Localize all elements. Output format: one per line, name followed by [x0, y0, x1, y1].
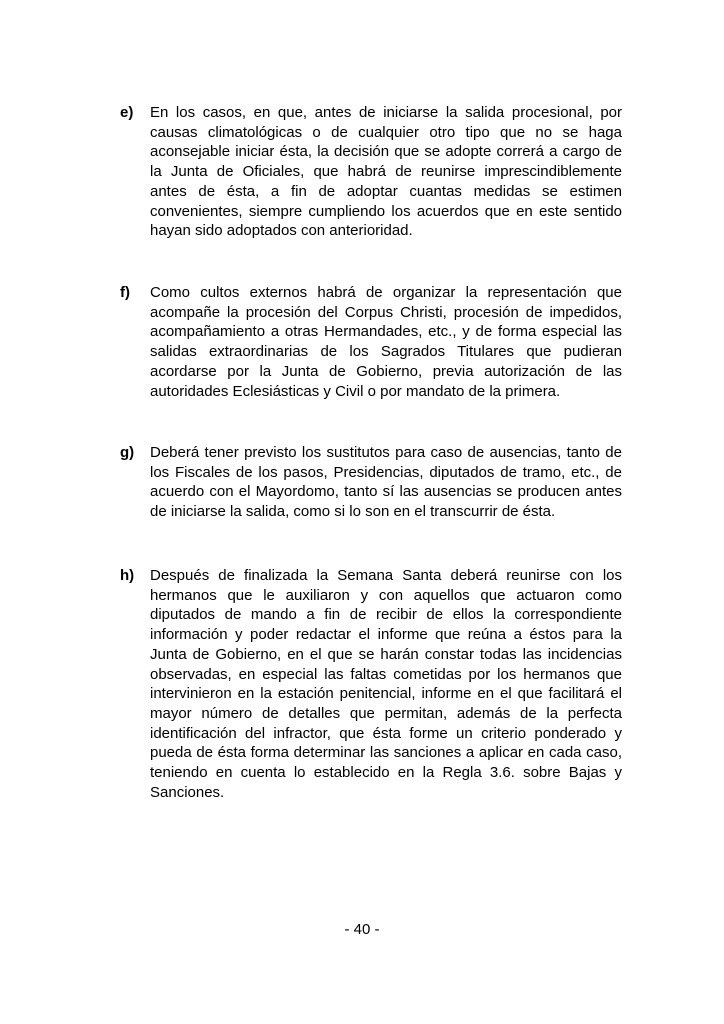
- item-paragraph: Como cultos externos habrá de organizar la representación que acompañe la procesión del Corpus Christi, procesión de impedidos, acompañamiento a otras Hermandades, etc., y de forma especial las salidas extraordinarias de los Sagrados Titulares que pudieran acordarse por la Junta de Gobierno, previa autorización de las autoridades Eclesiásticas y Civil o por mandato de la primera.: [150, 284, 622, 400]
- item-letter: h): [120, 567, 135, 584]
- item-paragraph: Después de finalizada la Semana Santa deberá reunirse con los hermanos que le auxiliaron y con aquellos que actuaron como diputados de mando a fin de recibir de ellos la correspondiente información y poder redactar el informe que reúna a éstos para la Junta de Gobierno, en el que se harán constar todas las incidencias observadas, en especial las faltas cometidas por los hermanos que intervinieron en la estación penitencial, informe en el que facilitará el mayor número de detalles que permitan, además de la perfecta identificación del infractor, que ésta forme un criterio ponderado y pueda de ésta forma determinar las sanciones a aplicar en cada caso, teniendo en cuenta lo establecido en la Regla 3.6. sobre Bajas y Sanciones.: [150, 567, 622, 801]
- item-paragraph: Deberá tener previsto los sustitutos para caso de ausencias, tanto de los Fiscales de los pasos, Presidencias, diputados de tramo, etc., de acuerdo con el Mayordomo, tanto sí las ausencias se producen antes de iniciarse la salida, como si lo son en el transcurrir de ésta.: [150, 444, 622, 521]
- page-number: - 40 -: [344, 921, 380, 938]
- item-paragraph: En los casos, en que, antes de iniciarse la salida procesional, por causas climatológicas o de cualquier otro tipo que no se haga aconsejable iniciar ésta, la decisión que se adopte correrá a cargo de la Junta de Oficiales, que habrá de reunirse imprescindiblemente antes de ésta, a fin de adoptar cuantas medidas se estimen convenientes, siempre cumpliendo los acuerdos que en este sentido hayan sido adoptados con anterioridad.: [150, 104, 622, 240]
- item-letter: e): [120, 104, 134, 121]
- item-letter: f): [120, 284, 130, 301]
- item-letter: g): [120, 444, 135, 461]
